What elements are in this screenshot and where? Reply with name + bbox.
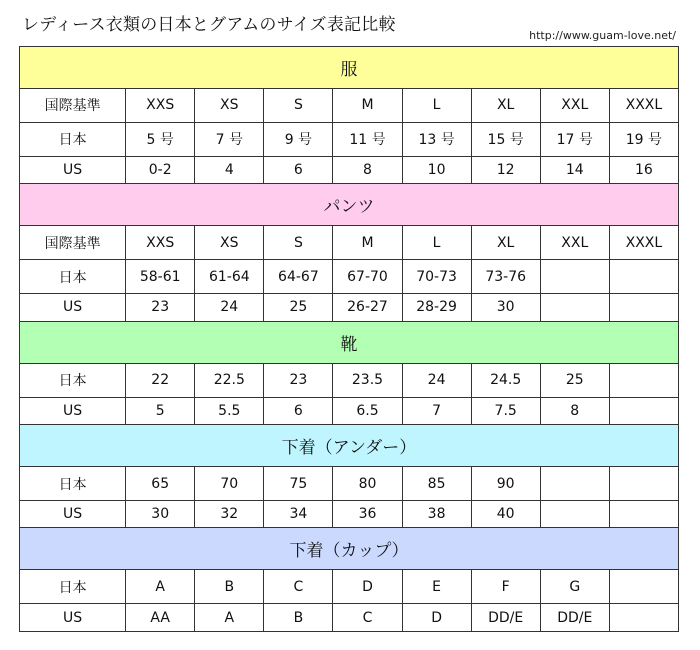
table-cell: G bbox=[540, 570, 609, 604]
table-cell: B bbox=[195, 570, 264, 604]
table-cell: 25 bbox=[540, 363, 609, 397]
table-body bbox=[20, 47, 679, 632]
table-cell bbox=[609, 501, 678, 528]
section-header-row bbox=[20, 321, 679, 363]
table-cell: DD/E bbox=[540, 604, 609, 632]
table-cell bbox=[609, 604, 678, 632]
table-cell: 67-70 bbox=[333, 260, 402, 294]
table-cell: 24 bbox=[402, 363, 471, 397]
table-cell: 70 bbox=[195, 467, 264, 501]
table-cell bbox=[609, 294, 678, 321]
table-cell: 80 bbox=[333, 467, 402, 501]
table-cell: 6.5 bbox=[333, 397, 402, 424]
table-cell: 24.5 bbox=[471, 363, 540, 397]
table-cell: 22.5 bbox=[195, 363, 264, 397]
row-label: US bbox=[20, 156, 126, 183]
table-cell: 5 bbox=[126, 397, 195, 424]
table-cell: E bbox=[402, 570, 471, 604]
table-cell: 12 bbox=[471, 156, 540, 183]
row-label: 日本 bbox=[20, 122, 126, 156]
table-cell: 7.5 bbox=[471, 397, 540, 424]
table-cell: XXS bbox=[126, 226, 195, 260]
table-cell: XXXL bbox=[609, 89, 678, 123]
table-cell: M bbox=[333, 226, 402, 260]
table-cell: 64-67 bbox=[264, 260, 333, 294]
row-label: 国際基準 bbox=[20, 89, 126, 123]
table-cell: 23 bbox=[264, 363, 333, 397]
site-url: http://www.guam-love.net/ bbox=[529, 29, 676, 42]
table-cell: 61-64 bbox=[195, 260, 264, 294]
table-cell: 58-61 bbox=[126, 260, 195, 294]
table-cell: B bbox=[264, 604, 333, 632]
table-cell: 8 bbox=[333, 156, 402, 183]
table-cell: 70-73 bbox=[402, 260, 471, 294]
table-cell: 38 bbox=[402, 501, 471, 528]
table-row bbox=[20, 501, 679, 528]
row-label: US bbox=[20, 397, 126, 424]
table-cell: 40 bbox=[471, 501, 540, 528]
table-cell: XXL bbox=[540, 89, 609, 123]
table-cell: 5.5 bbox=[195, 397, 264, 424]
table-row bbox=[20, 294, 679, 321]
table-cell bbox=[540, 260, 609, 294]
section-header-row bbox=[20, 528, 679, 570]
table-cell: C bbox=[333, 604, 402, 632]
row-label: 国際基準 bbox=[20, 226, 126, 260]
table-cell: S bbox=[264, 89, 333, 123]
section-header-row bbox=[20, 425, 679, 467]
section-title: 服 bbox=[20, 47, 679, 89]
table-row bbox=[20, 122, 679, 156]
table-cell: 7 号 bbox=[195, 122, 264, 156]
table-cell: XS bbox=[195, 226, 264, 260]
table-cell bbox=[609, 363, 678, 397]
table-cell: 5 号 bbox=[126, 122, 195, 156]
table-cell: XXS bbox=[126, 89, 195, 123]
table-cell: XXL bbox=[540, 226, 609, 260]
table-cell bbox=[609, 397, 678, 424]
table-cell: A bbox=[126, 570, 195, 604]
row-label: US bbox=[20, 604, 126, 632]
table-cell: AA bbox=[126, 604, 195, 632]
table-cell: 75 bbox=[264, 467, 333, 501]
table-cell: 22 bbox=[126, 363, 195, 397]
table-cell: 65 bbox=[126, 467, 195, 501]
table-cell: L bbox=[402, 226, 471, 260]
table-cell: 73-76 bbox=[471, 260, 540, 294]
table-cell: 8 bbox=[540, 397, 609, 424]
table-cell: 4 bbox=[195, 156, 264, 183]
table-cell: 15 号 bbox=[471, 122, 540, 156]
table-cell: 10 bbox=[402, 156, 471, 183]
table-cell bbox=[540, 501, 609, 528]
row-label: 日本 bbox=[20, 363, 126, 397]
row-label: 日本 bbox=[20, 570, 126, 604]
table-cell: XL bbox=[471, 89, 540, 123]
table-row bbox=[20, 156, 679, 183]
table-cell: 23 bbox=[126, 294, 195, 321]
table-cell: 85 bbox=[402, 467, 471, 501]
table-cell: 13 号 bbox=[402, 122, 471, 156]
table-cell bbox=[540, 294, 609, 321]
section-title: 靴 bbox=[20, 321, 679, 363]
table-cell: 25 bbox=[264, 294, 333, 321]
table-cell: 6 bbox=[264, 156, 333, 183]
table-cell: L bbox=[402, 89, 471, 123]
table-cell: 0-2 bbox=[126, 156, 195, 183]
table-cell: A bbox=[195, 604, 264, 632]
section-header-row bbox=[20, 47, 679, 89]
table-cell: 16 bbox=[609, 156, 678, 183]
table-cell: 24 bbox=[195, 294, 264, 321]
size-comparison-table bbox=[19, 46, 679, 632]
table-row bbox=[20, 363, 679, 397]
table-cell: 34 bbox=[264, 501, 333, 528]
table-row bbox=[20, 467, 679, 501]
table-cell: XXXL bbox=[609, 226, 678, 260]
table-cell: F bbox=[471, 570, 540, 604]
table-cell: 30 bbox=[126, 501, 195, 528]
page-title: レディース衣類の日本とグアムのサイズ表記比較 bbox=[22, 15, 396, 35]
row-label: US bbox=[20, 294, 126, 321]
table-cell: DD/E bbox=[471, 604, 540, 632]
table-row bbox=[20, 89, 679, 123]
table-cell bbox=[540, 467, 609, 501]
table-cell: 9 号 bbox=[264, 122, 333, 156]
table-cell: 14 bbox=[540, 156, 609, 183]
table-cell: 19 号 bbox=[609, 122, 678, 156]
table-cell: D bbox=[402, 604, 471, 632]
table-cell: S bbox=[264, 226, 333, 260]
table-cell: 6 bbox=[264, 397, 333, 424]
table-cell: M bbox=[333, 89, 402, 123]
row-label: US bbox=[20, 501, 126, 528]
table-cell: 7 bbox=[402, 397, 471, 424]
row-label: 日本 bbox=[20, 467, 126, 501]
table-cell: 90 bbox=[471, 467, 540, 501]
table-cell: 11 号 bbox=[333, 122, 402, 156]
table-cell: C bbox=[264, 570, 333, 604]
table-cell: D bbox=[333, 570, 402, 604]
section-title: 下着（カップ） bbox=[20, 528, 679, 570]
table-cell: 28-29 bbox=[402, 294, 471, 321]
table-cell bbox=[609, 467, 678, 501]
table-cell: XS bbox=[195, 89, 264, 123]
section-title: 下着（アンダー） bbox=[20, 425, 679, 467]
table-row bbox=[20, 570, 679, 604]
table-row bbox=[20, 260, 679, 294]
table-cell: 23.5 bbox=[333, 363, 402, 397]
section-header-row bbox=[20, 184, 679, 226]
table-cell: XL bbox=[471, 226, 540, 260]
row-label: 日本 bbox=[20, 260, 126, 294]
table-cell: 36 bbox=[333, 501, 402, 528]
table-cell: 17 号 bbox=[540, 122, 609, 156]
table-cell: 30 bbox=[471, 294, 540, 321]
table-cell: 32 bbox=[195, 501, 264, 528]
table-row bbox=[20, 397, 679, 424]
section-title: パンツ bbox=[20, 184, 679, 226]
table-cell bbox=[609, 260, 678, 294]
table-row bbox=[20, 604, 679, 632]
table-cell bbox=[609, 570, 678, 604]
table-row bbox=[20, 226, 679, 260]
table-cell: 26-27 bbox=[333, 294, 402, 321]
